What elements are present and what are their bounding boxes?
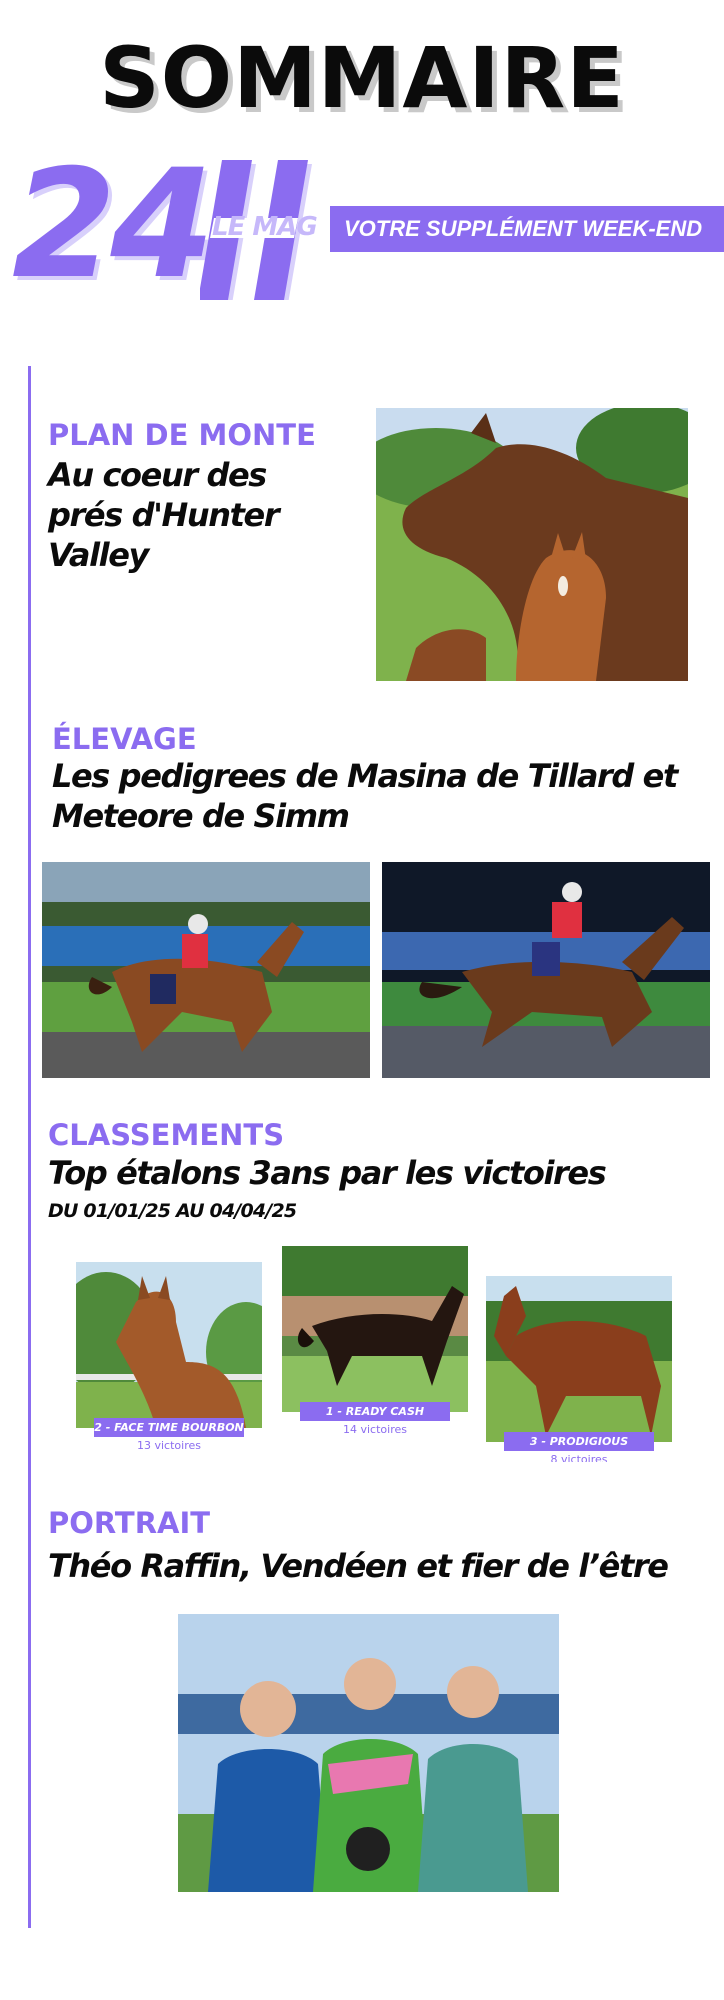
podium-wins: 14 victoires	[343, 1423, 407, 1436]
podium-label: 1 - READY CASH	[300, 1402, 450, 1421]
stallion-photo	[486, 1276, 672, 1442]
timeline-rule	[28, 366, 31, 1928]
section-title-portrait[interactable]: Théo Raffin, Vendéen et fier de l’être	[48, 1547, 668, 1585]
page-title: SOMMAIRE	[99, 29, 625, 127]
title-line: Meteore de Simm	[52, 797, 349, 835]
podium-label: 2 - FACE TIME BOURBON	[94, 1418, 244, 1437]
section-kicker-elevage: ÉLEVAGE	[52, 722, 197, 756]
section-kicker-classements: CLASSEMENTS	[48, 1118, 285, 1152]
section-title-plan-de-monte[interactable]	[48, 455, 378, 575]
title-line: Au coeur des	[48, 456, 266, 494]
logo-subtitle: LE MAG	[212, 212, 317, 242]
portrait-photo[interactable]	[178, 1614, 559, 1892]
trotter-race-photo-right[interactable]	[382, 862, 710, 1078]
supplement-banner: VOTRE SUPPLÉMENT WEEK-END	[330, 206, 724, 252]
podium-wins: 8 victoires	[550, 1453, 608, 1462]
stallion-photo	[76, 1262, 262, 1428]
title-line: prés d'Hunter Valley	[48, 496, 279, 574]
podium-card-first[interactable]	[282, 1246, 468, 1436]
ranking-date-range: DU 01/01/25 AU 04/04/25	[48, 1200, 297, 1222]
mare-and-foal-photo[interactable]	[376, 408, 688, 681]
section-kicker-plan-de-monte: PLAN DE MONTE	[48, 418, 316, 452]
title-line: Les pedigrees de Masina de Tillard et	[52, 757, 677, 795]
section-kicker-portrait: PORTRAIT	[48, 1506, 211, 1540]
podium-card-second[interactable]	[76, 1262, 262, 1452]
stallion-photo	[282, 1246, 468, 1412]
trotter-race-photo-left[interactable]	[42, 862, 370, 1078]
logo-number: 24	[12, 138, 209, 312]
section-title-classements[interactable]: Top étalons 3ans par les victoires	[48, 1154, 606, 1192]
podium-card-third[interactable]	[486, 1276, 672, 1462]
section-title-elevage[interactable]	[52, 756, 692, 836]
podium-wins: 13 victoires	[137, 1439, 201, 1452]
podium-label: 3 - PRODIGIOUS	[504, 1432, 654, 1451]
